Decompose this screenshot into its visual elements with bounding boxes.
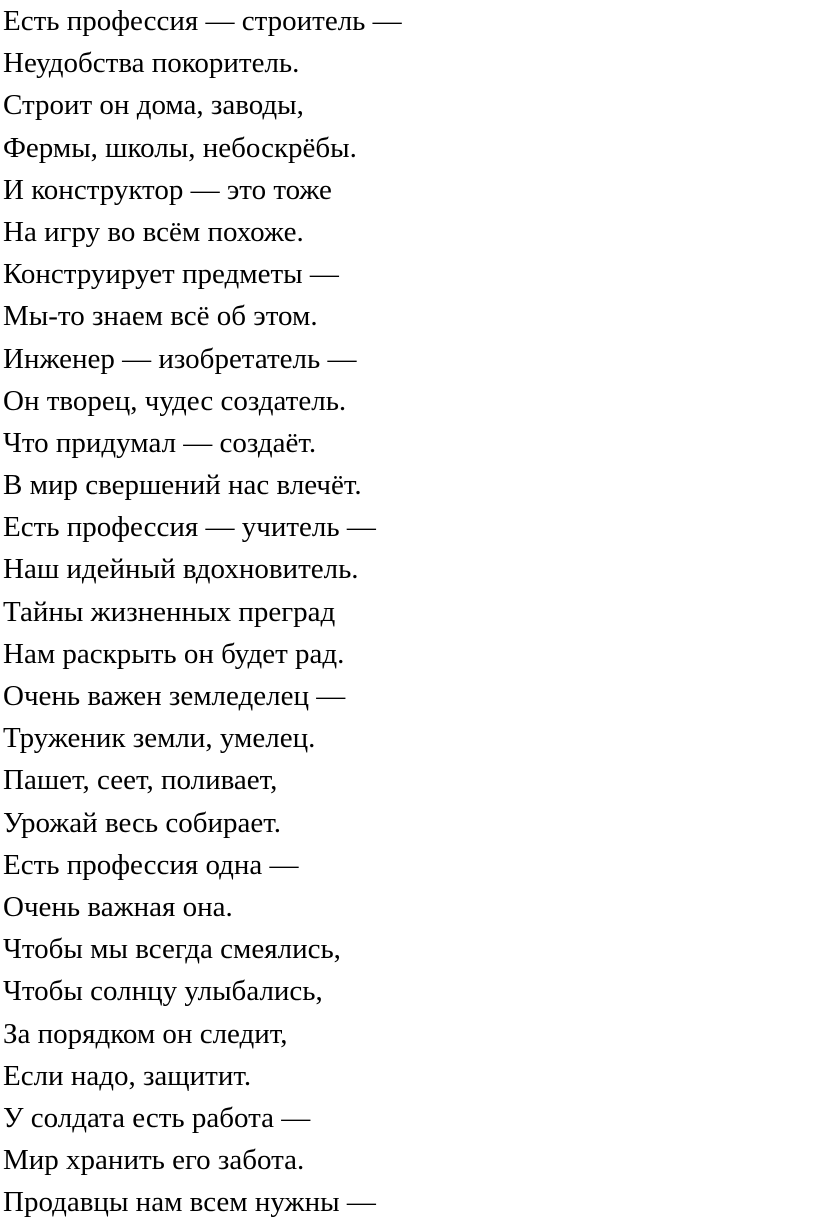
poem-line: Пашет, сеет, поливает,	[3, 764, 278, 797]
poem-line: В мир свершений нас влечёт.	[3, 469, 362, 502]
poem-line: Есть профессия — учитель —	[3, 511, 376, 544]
poem-line: Мы-то знаем всё об этом.	[3, 300, 318, 333]
poem-line: И конструктор — это тоже	[3, 173, 332, 206]
poem-line: Наш идейный вдохновитель.	[3, 553, 359, 586]
poem-line: Очень важная она.	[3, 890, 233, 923]
poem-line: Инженер — изобретатель —	[3, 342, 357, 375]
poem-line: Мир хранить его забота.	[3, 1144, 305, 1177]
poem-line: Конструирует предметы —	[3, 258, 339, 291]
poem-line: Урожай весь собирает.	[3, 806, 282, 839]
poem-line: Он творец, чудес создатель.	[3, 384, 347, 417]
poem-line: За порядком он следит,	[3, 1017, 288, 1050]
poem-line: Тайны жизненных преград	[3, 595, 336, 628]
poem-line: Неудобства покоритель.	[3, 47, 300, 80]
poem-line: Труженик земли, умелец.	[3, 722, 316, 755]
poem-line: Чтобы мы всегда смеялись,	[3, 933, 341, 966]
poem-line: На игру во всём похоже.	[3, 215, 304, 248]
poem-text	[3, 0, 402, 1223]
poem-line: Нам раскрыть он будет рад.	[3, 637, 345, 670]
poem-line: Если надо, защитит.	[3, 1059, 252, 1092]
poem-line: Есть профессия одна —	[3, 848, 299, 881]
poem-line: Очень важен земледелец —	[3, 680, 346, 712]
poem-line: Строит он дома, заводы,	[3, 89, 304, 122]
poem-line: Чтобы солнцу улыбались,	[3, 975, 323, 1008]
poem-line: Фермы, школы, небоскрёбы.	[3, 131, 357, 164]
poem-line: Что придумал — создаёт.	[3, 426, 317, 459]
poem-line: Есть профессия — строитель —	[3, 5, 402, 37]
poem-line: У солдата есть работа —	[3, 1101, 311, 1134]
poem-line: Продавцы нам всем нужны —	[3, 1186, 376, 1219]
